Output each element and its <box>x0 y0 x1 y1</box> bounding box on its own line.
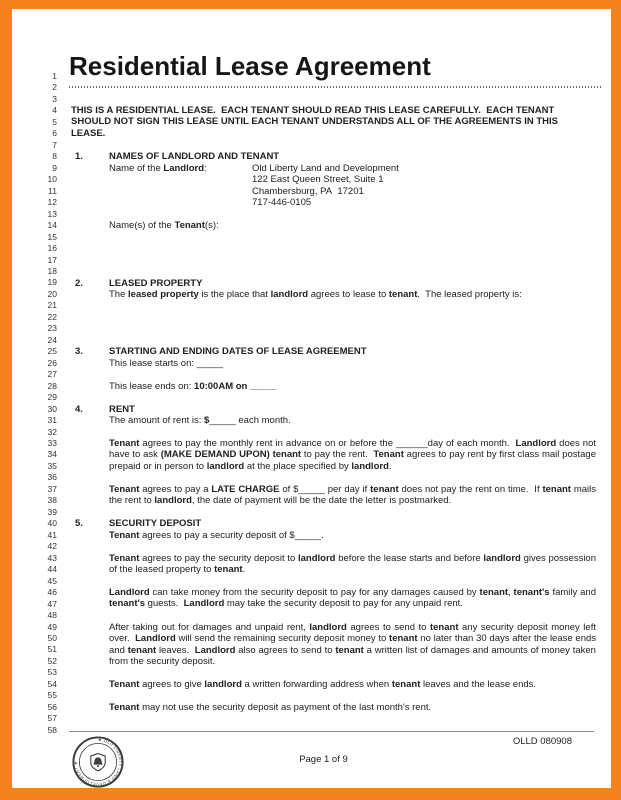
section-number: 5. <box>75 518 83 529</box>
section-heading-text: RENT <box>109 404 135 415</box>
title-dotted-rule <box>69 86 603 88</box>
section-number: 3. <box>75 346 83 357</box>
rent-payment-paragraph: Tenant agrees to pay the monthly rent in advance on or before the ______day of each month. Landlord does not have to ask (MAKE DEMAND UPON) tenant to pay the rent. Tenant agrees to pay rent by first class mail postage prepaid or in person to landlord at the place specified by landlord. <box>109 438 596 472</box>
line-number: 54 <box>47 678 57 689</box>
line-number: 19 <box>47 277 57 288</box>
line-number: 31 <box>47 415 57 426</box>
line-number: 34 <box>47 449 57 460</box>
seal-bell <box>93 757 102 764</box>
line-number: 21 <box>47 300 57 311</box>
section-4-heading <box>75 404 135 415</box>
address-line: 122 East Queen Street, Suite 1 <box>252 174 384 186</box>
line-number: 25 <box>47 346 57 357</box>
intro-paragraph: THIS IS A RESIDENTIAL LEASE. EACH TENANT SHOULD READ THIS LEASE CAREFULLY. EACH TENANT SHOULD NOT SIGN THIS LEASE UNTIL EACH TENANT UNDERSTANDS ALL OF THE AGREEMENTS IN THIS LEASE. <box>71 105 558 139</box>
line-number: 38 <box>47 495 57 506</box>
section-number: 1. <box>75 151 83 162</box>
line-number: 22 <box>47 311 57 322</box>
security-deposit-return-paragraph: After taking out for damages and unpaid rent, landlord agrees to send to tenant any security deposit money left over. Landlord will send the remaining security deposit money to tenant no later than 30 days after the lease ends and tenant leaves. Landlord also agrees to send to tenant a written list of damages and amounts of money taken from the security deposit. <box>109 622 597 668</box>
forwarding-address-line: Tenant agrees to give landlord a written forwarding address when tenant leaves and the lease ends. <box>109 679 537 690</box>
line-number: 14 <box>47 220 57 231</box>
section-3-heading <box>75 346 367 357</box>
line-number: 52 <box>47 655 57 666</box>
security-deposit-amount-line: Tenant agrees to pay a security deposit of $_____. <box>109 530 324 541</box>
section-number: 2. <box>75 278 83 289</box>
line-number: 6 <box>52 128 57 139</box>
section-heading-text: SECURITY DEPOSIT <box>109 518 202 529</box>
line-number: 50 <box>47 632 57 643</box>
line-number: 48 <box>47 610 57 621</box>
line-number: 5 <box>52 116 57 127</box>
leased-property-paragraph: The leased property is the place that landlord agrees to lease to tenant. The leased property is: <box>109 289 522 300</box>
line-number: 23 <box>47 323 57 334</box>
line-number: 33 <box>47 438 57 448</box>
rent-amount-line: The amount of rent is: $_____ each month. <box>109 415 291 426</box>
line-number: 10 <box>47 174 57 185</box>
line-number: 17 <box>47 254 57 265</box>
line-number: 7 <box>52 139 57 150</box>
landlord-address <box>252 163 399 209</box>
line-number: 51 <box>47 644 57 655</box>
landlord-label: Name of the Landlord: <box>109 163 207 174</box>
line-number: 47 <box>47 598 57 609</box>
line-number: 4 <box>52 105 57 116</box>
line-number: 8 <box>52 151 57 162</box>
line-number: 20 <box>47 288 57 299</box>
address-line: Chambersburg, PA 17201 <box>252 185 364 197</box>
line-number: 11 <box>48 185 57 196</box>
last-month-rent-line: Tenant may not use the security deposit as payment of the last month's rent. <box>109 702 432 713</box>
lease-ends-line: This lease ends on: 10:00AM on _____ <box>109 381 277 392</box>
line-number: 43 <box>47 552 57 563</box>
lease-starts-line: This lease starts on: _____ <box>109 358 224 369</box>
document-page <box>12 9 611 788</box>
line-number: 1 <box>52 71 57 81</box>
section-number: 4. <box>75 404 83 415</box>
line-number: 26 <box>47 357 57 368</box>
company-seal-icon <box>71 735 125 789</box>
address-line: 717-446-0105 <box>252 197 312 209</box>
line-number: 41 <box>47 529 57 540</box>
line-number: 3 <box>52 93 57 104</box>
line-number: 55 <box>47 690 57 701</box>
line-number: 15 <box>47 231 57 242</box>
line-number: 42 <box>47 541 57 552</box>
section-heading-text: STARTING AND ENDING DATES OF LEASE AGREEMENT <box>109 346 367 357</box>
security-deposit-damages-paragraph: Landlord can take money from the security deposit to pay for any damages caused by tenant, tenant's family and tenant's guests. Landlord may take the security deposit to pay for any unpaid rent. <box>109 587 597 610</box>
line-number-column <box>24 71 57 736</box>
line-number: 12 <box>47 197 57 208</box>
address-line: Old Liberty Land and Development <box>252 163 399 174</box>
line-number: 37 <box>47 483 57 494</box>
page-title: Residential Lease Agreement <box>69 51 431 81</box>
line-number: 35 <box>47 460 57 471</box>
line-number: 29 <box>47 392 57 403</box>
line-number: 40 <box>47 518 57 529</box>
tenant-label: Name(s) of the Tenant(s): <box>109 220 219 231</box>
line-number: 9 <box>52 162 57 173</box>
line-number: 13 <box>47 208 57 219</box>
security-deposit-payment-paragraph: Tenant agrees to pay the security deposit to landlord before the lease starts and before landlord gives possession of the leased property to tenant. <box>109 553 597 576</box>
line-number: 30 <box>47 403 57 414</box>
line-number: 16 <box>47 243 57 254</box>
line-number: 46 <box>47 587 57 598</box>
line-number: 39 <box>47 506 57 517</box>
line-number: 36 <box>47 472 57 483</box>
svg-text:★ OLD LIBERTY LAND & DEVELOPME: ★ OLD LIBERTY LAND & DEVELOPMENT ★ <box>72 736 124 788</box>
line-number: 53 <box>47 667 57 678</box>
page-number: Page 1 of 9 <box>299 754 348 765</box>
section-5-heading <box>75 518 201 529</box>
line-number: 32 <box>47 426 57 437</box>
section-2-heading <box>75 278 202 289</box>
line-number: 45 <box>47 575 57 586</box>
line-number: 58 <box>47 724 57 735</box>
line-number: 28 <box>47 380 57 391</box>
line-number: 49 <box>47 621 57 632</box>
line-number: 56 <box>47 701 57 712</box>
section-heading-text: NAMES OF LANDLORD AND TENANT <box>109 151 280 162</box>
footer-rule <box>69 731 594 732</box>
line-number: 27 <box>47 369 57 380</box>
document-code: OLLD 080908 <box>512 736 572 747</box>
line-number: 18 <box>47 265 57 276</box>
late-charge-paragraph: Tenant agrees to pay a LATE CHARGE of $_____ per day if tenant does not pay the rent on time. If tenant mails the rent to landlord, the date of payment will be the date the letter is postmarked. <box>109 484 597 507</box>
line-number: 24 <box>47 334 57 345</box>
line-number: 44 <box>47 564 57 575</box>
line-number: 2 <box>52 82 57 93</box>
line-number: 57 <box>47 713 57 724</box>
section-1-heading <box>75 151 279 162</box>
section-heading-text: LEASED PROPERTY <box>109 278 203 289</box>
